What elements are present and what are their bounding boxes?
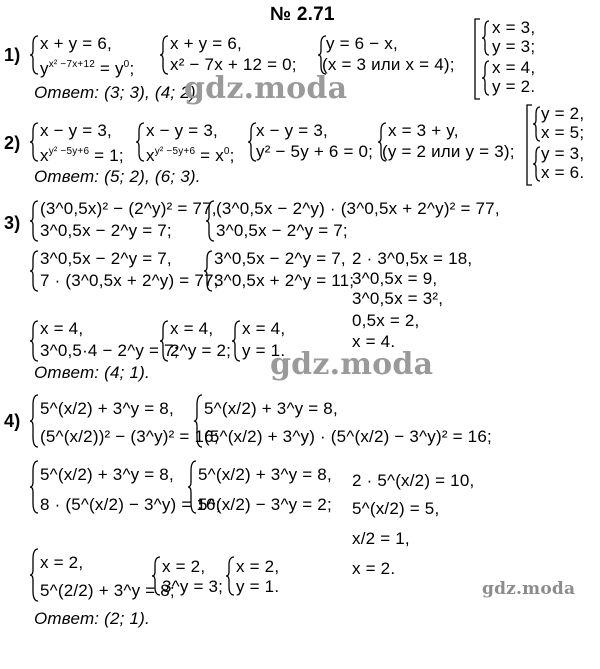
- system-brace: [194, 394, 204, 448]
- equation-line: 5^(x/2) + 3^y = 8,: [204, 399, 338, 418]
- system-brace: [160, 35, 170, 75]
- answer: Ответ: (5; 2), (6; 3).: [34, 167, 201, 186]
- equation-line: y = 3;: [492, 37, 536, 56]
- watermark: gdz.moda: [482, 579, 576, 599]
- equation-line: y² − 5y + 6 = 0;: [256, 142, 374, 161]
- system-brace: [232, 320, 242, 362]
- system-brace: [30, 35, 40, 75]
- system-brace: [136, 122, 146, 162]
- problem-title: № 2.71: [270, 4, 335, 25]
- system-brace: [30, 548, 40, 602]
- side-calculation: x = 2.: [352, 559, 396, 578]
- equation-line: x² − 7x + 12 = 0;: [170, 55, 297, 74]
- system-brace: [226, 556, 236, 596]
- equation-line: 3^0,5x − 2^y = 7,: [40, 249, 172, 268]
- equation-line: x + y = 6,: [170, 34, 242, 53]
- side-calculation: 2 · 3^0,5x = 18,: [352, 249, 473, 268]
- watermark: gdz.moda: [270, 347, 434, 382]
- equation-line: x = 2,: [162, 557, 206, 576]
- system-brace: [482, 20, 490, 56]
- problem-1-number: 1): [4, 45, 21, 65]
- problem-4-number: 4): [4, 411, 21, 431]
- equation-line: y = 2,: [541, 104, 585, 123]
- equation-line: 8 · (5^(x/2) − 3^y) = 16;: [40, 495, 221, 514]
- system-brace: [152, 556, 162, 596]
- equation-line: y = 3,: [541, 144, 585, 163]
- system-brace: [482, 60, 490, 96]
- side-calculation: x = 4.: [352, 332, 396, 351]
- equation-line: (3^0,5x − 2^y) · (3^0,5x + 2^y)² = 77,: [216, 199, 500, 218]
- side-calculation: 3^0,5x = 9,: [352, 269, 438, 288]
- equation-line: y = 1.: [236, 577, 280, 596]
- equation-line: (3^0,5x)² − (2^y)² = 77,: [40, 199, 217, 218]
- system-brace: [533, 146, 541, 182]
- equation-line: (x = 3 или x = 4);: [322, 55, 455, 74]
- equation-line: x = 4,: [170, 319, 214, 338]
- equation-line: 3^0,5x − 2^y = 7;: [216, 221, 348, 240]
- equation-line: x = 2,: [40, 553, 84, 572]
- equation-line: x + y = 6,: [40, 34, 112, 53]
- equation-line: 5^(x/2) + 3^y = 8,: [198, 465, 332, 484]
- equation-line: x = 3,: [492, 18, 536, 37]
- equation-line: y = 1.: [242, 341, 286, 360]
- side-calculation: 5^(x/2) = 5,: [352, 499, 440, 518]
- equation-line: 5^(x/2) + 3^y = 8,: [40, 465, 174, 484]
- equation-line: 3^0,5·4 − 2^y = 7;: [40, 341, 179, 360]
- side-calculation: x/2 = 1,: [352, 529, 410, 548]
- equation-line: $y^{x^2 -7x+12} = y^0$;: [40, 59, 135, 78]
- side-calculation: 3^0,5x = 3²,: [352, 289, 444, 308]
- equation-line: x = 6.: [541, 163, 585, 182]
- equation-line: (y = 2 или y = 3);: [382, 142, 515, 161]
- equation-line: 2^y = 2;: [170, 341, 232, 360]
- equation-line: x − y = 3,: [256, 121, 328, 140]
- equation-line: x = 4,: [242, 319, 286, 338]
- answer: Ответ: (4; 1).: [34, 363, 150, 382]
- system-brace: [30, 394, 40, 448]
- problem-3-number: 3): [4, 213, 21, 233]
- answer: Ответ: (3; 3), (4; 2).: [34, 83, 201, 102]
- system-brace: [188, 460, 198, 514]
- system-brace: [160, 320, 170, 362]
- equation-line: (5^(x/2))² − (3^y)² = 16;: [40, 427, 219, 446]
- problem-2-number: 2): [4, 133, 21, 153]
- equation-line: x = 4,: [40, 319, 84, 338]
- equation-line: $x^{y^2 -5y+6} = 1$;: [40, 146, 124, 165]
- equation-line: x = 3 + y,: [388, 121, 459, 140]
- equation-line: x = 2,: [236, 557, 280, 576]
- equation-line: 5^(x/2) − 3^y = 2;: [198, 495, 332, 514]
- side-calculation: 0,5x = 2,: [352, 311, 420, 330]
- side-calculation: 2 · 5^(x/2) = 10,: [352, 471, 475, 490]
- equation-line: x = 5;: [541, 123, 585, 142]
- equation-line: 5^(x/2) + 3^y = 8,: [40, 399, 174, 418]
- union-bracket: [472, 18, 482, 100]
- system-brace: [30, 460, 40, 514]
- equation-line: 3^0,5x + 2^y = 11;: [214, 271, 355, 290]
- watermark: gdz.moda: [184, 71, 348, 106]
- system-brace: [30, 320, 40, 362]
- answer: Ответ: (2; 1).: [34, 609, 150, 628]
- equation-line: 3^0,5x − 2^y = 7;: [40, 221, 172, 240]
- equation-line: x = 4,: [492, 58, 536, 77]
- system-brace: [204, 250, 214, 292]
- equation-line: x − y = 3,: [146, 121, 218, 140]
- system-brace: [30, 200, 40, 242]
- equation-line: 7 · (3^0,5x + 2^y) = 77;: [40, 271, 219, 290]
- equation-line: 3^0,5x − 2^y = 7,: [214, 249, 346, 268]
- equation-line: (5^(x/2) + 3^y) · (5^(x/2) − 3^y)² = 16;: [204, 427, 492, 446]
- equation-line: y = 6 − x,: [326, 34, 398, 53]
- system-brace: [206, 200, 216, 242]
- equation-line: $x^{y^2 -5y+6} = x^0$;: [146, 146, 235, 165]
- equation-line: y = 2.: [492, 77, 536, 96]
- system-brace: [30, 122, 40, 162]
- equation-line: 5^(2/2) + 3^y = 8;: [40, 581, 175, 600]
- equation-line: x − y = 3,: [40, 121, 112, 140]
- equation-line: 3^y = 3;: [162, 577, 224, 596]
- system-brace: [533, 106, 541, 142]
- system-brace: [30, 250, 40, 292]
